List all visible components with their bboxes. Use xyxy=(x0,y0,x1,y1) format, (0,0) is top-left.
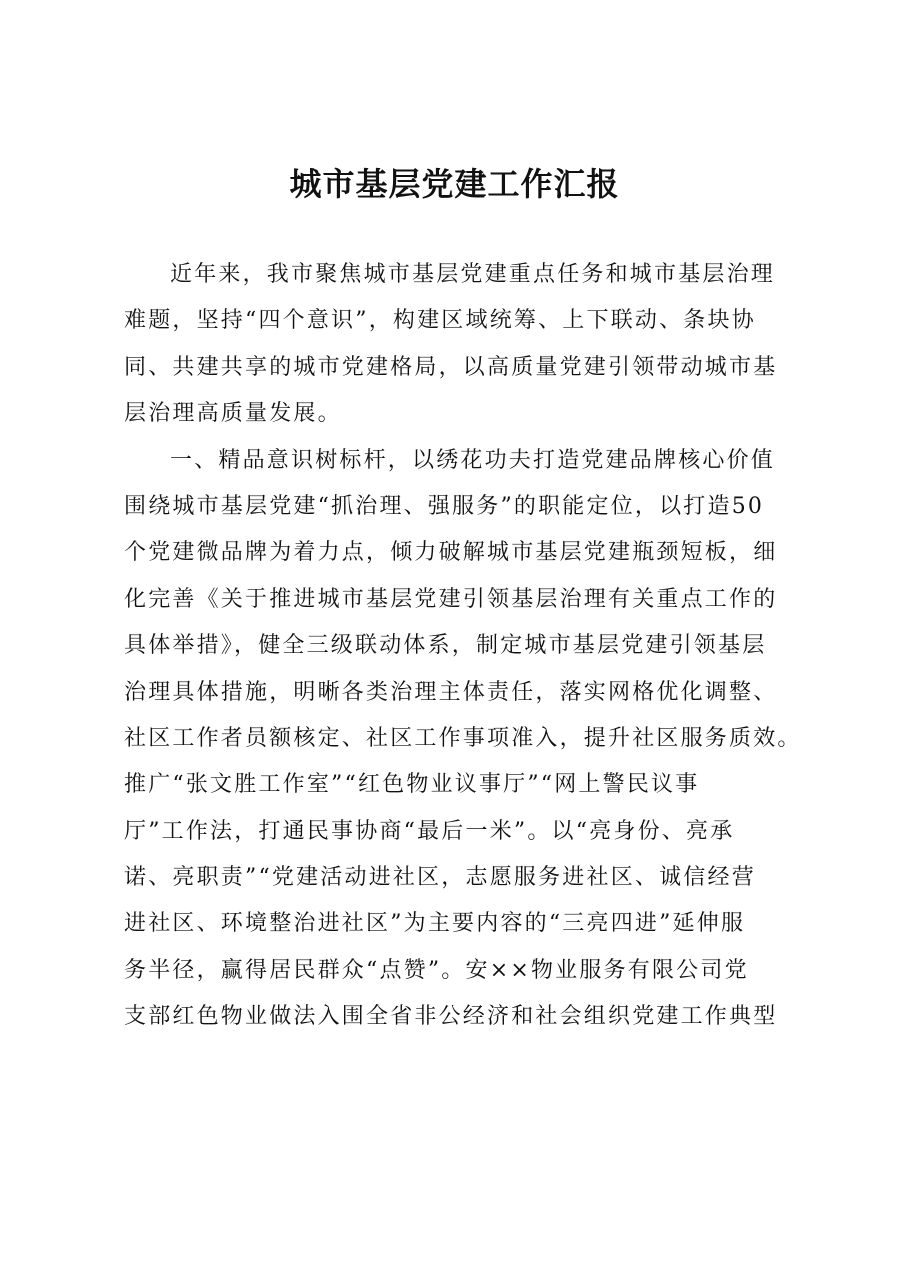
paragraph-line: 推广“张文胜工作室”“红色物业议事厅”“网上警民议事 xyxy=(124,772,700,798)
paragraph-line: 支部红色物业做法入围全省非公经济和社会组织党建工作典型 xyxy=(124,1004,778,1030)
paragraph-line: 具体举措》，健全三级联动体系，制定城市基层党建引领基层 xyxy=(124,633,767,659)
paragraph-line: 务半径，赢得居民群众“点赞”。安××物业服务有限公司党 xyxy=(124,957,749,983)
paragraph-line: 治理具体措施，明晰各类治理主体责任，落实网格优化调整、 xyxy=(124,679,778,705)
paragraph-line: 诺、亮职责”“党建活动进社区，志愿服务进社区、诚信经营 xyxy=(124,865,756,891)
section-heading-line: 一、精品意识树标杆，以绣花功夫打造党建品牌核心价值 xyxy=(170,447,776,473)
paragraph-line: 层治理高质量发展。 xyxy=(124,401,342,427)
paragraph-line: 同、共建共享的城市党建格局，以高质量党建引领带动城市基 xyxy=(124,354,778,380)
document-body xyxy=(124,252,804,1041)
paragraph-line: 围绕城市基层党建“抓治理、强服务”的职能定位，以打造50 xyxy=(124,493,765,519)
paragraph-line: 进社区、环境整治进社区”为主要内容的“三亮四进”延伸服 xyxy=(124,911,746,937)
paragraph-line: 近年来，我市聚焦城市基层党建重点任务和城市基层治理 xyxy=(170,262,776,287)
document-title: 城市基层党建工作汇报 xyxy=(289,165,620,203)
paragraph-line: 厅”工作法，打通民事协商“最后一米”。以“亮身份、亮承 xyxy=(124,818,735,844)
paragraph-line: 个党建微品牌为着力点，倾力破解城市基层党建瓶颈短板，细 xyxy=(124,540,778,566)
paragraph-line: 化完善《关于推进城市基层党建引领基层治理有关重点工作的 xyxy=(124,586,778,612)
paragraph-line: 难题，坚持“四个意识”，构建区域统筹、上下联动、条块协 xyxy=(124,308,756,334)
paragraph-line: 社区工作者员额核定、社区工作事项准入，提升社区服务质效。 xyxy=(124,725,802,751)
